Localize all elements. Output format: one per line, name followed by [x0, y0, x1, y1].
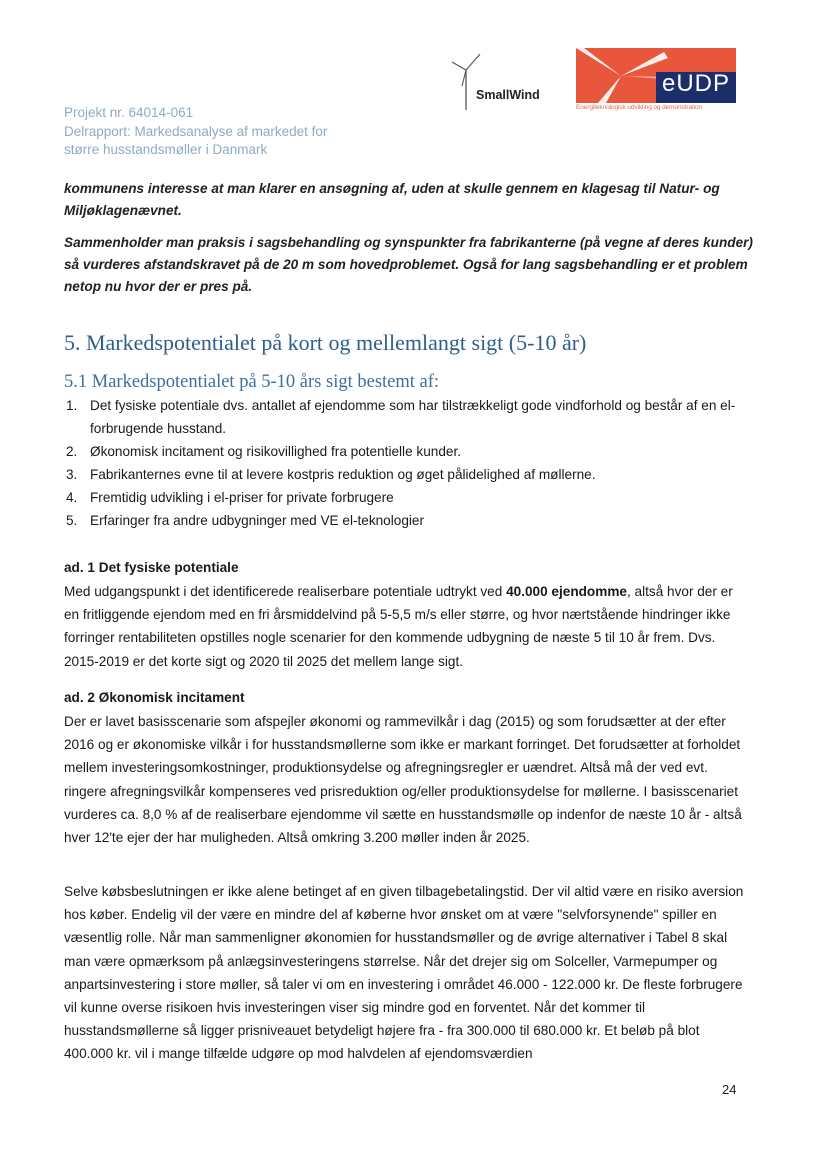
ad1-paragraph: Med udgangspunkt i det identificerede realiserbare potentiale udtrykt ved 40.000 ejendomme, altså hvor der er en fritliggende ejendom med en fri årsmiddelvind på 5-5,5 m/s eller større, og hvor nærtstående hindringer ikke forringer rentabiliteten opstilles nogle scenarier for den kommende udbygning de næste 5 til 10 år frem. Dvs. 2015-2019 er det korte sigt og 2020 til 2025 det mellem lange sigt.: [64, 584, 733, 669]
ad2-paragraph: Der er lavet basisscenarie som afspejler økonomi og rammevilkår i dag (2015) og som forudsætter at der efter 2016 og er økonomiske vilkår i for husstandsmøllerne som ikke er markant forringet. Det forudsætter at forholdet mellem investeringsomkostninger, produktionsydelse og afregningsregler er uændret. Altså må der ved evt. ringere afregningsvilkår kompenseres ved prisreduktion og/eller produktionsydelse for møllerne. I basisscenariet vurderes ca. 8,0 % af de realiserbare ejendomme vil sætte en husstandsmølle op indenfor de næste 10 år - altså hver 12'te ejer der har muligheden. Altså omkring 3.200 møller inden år 2025.: [64, 714, 742, 846]
intro-paragraph-1: kommunens interesse at man klarer en ansøgning af, uden at skulle gennem en klagesag til Natur- og Miljøklagenævnet.: [64, 181, 720, 218]
report-title-line-1: Delrapport: Markedsanalyse af markedet for: [64, 123, 328, 139]
ad1-heading: ad. 1 Det fysiske potentiale: [64, 560, 239, 575]
page-number: 24: [722, 1082, 737, 1097]
list-item: 4. Fremtidig udvikling i el-priser for private forbrugere: [66, 490, 394, 505]
list-item: 3. Fabrikanternes evne til at levere kostpris reduktion og øget pålidelighed af møllerne.: [66, 467, 596, 482]
intro-paragraph-2: Sammenholder man praksis i sagsbehandling og synspunkter fra fabrikanterne (på vegne af deres kunder) så vurderes afstandskravet på de 20 m som hovedproblemet. Også for lang sagsbehandling er et problem netop nu hvor der er pres på.: [64, 235, 753, 294]
subsection-title: 5.1 Markedspotentialet på 5-10 års sigt bestemt af:: [64, 372, 440, 392]
factor-list: [64, 394, 744, 532]
ad2-heading: ad. 2 Økonomisk incitament: [64, 690, 245, 705]
eudp-tagline: Energiteknologisk udvikling og demonstration: [576, 104, 703, 111]
wind-turbine-icon: [446, 52, 486, 112]
smallwind-logo-text: SmallWind: [476, 88, 540, 102]
eudp-logo: [576, 48, 738, 118]
eudp-logo-mark: [576, 48, 736, 103]
project-number: Projekt nr. 64014-061: [64, 105, 194, 120]
section-title: 5. Markedspotentialet på kort og mellemlangt sigt (5-10 år): [64, 330, 587, 355]
eudp-logo-text: eUDP: [662, 70, 731, 97]
smallwind-logo: [446, 52, 556, 112]
closing-paragraph: Selve købsbeslutningen er ikke alene betinget af en given tilbagebetalingstid. Der vil altid være en risiko aversion hos køber. Endelig vil der være en mindre del af køberne hvor ønsket om at være "selvforsynende" spiller en væsentlig rolle. Når man sammenligner økonomien for husstandsmøller og de øvrige alternativer i Tabel 8 skal man være opmærksom på anlægsinvesteringens størrelse. Når det drejer sig om Solceller, Varmepumper og anpartsinvestering i store møller, så taler vi om en investering i området 46.000 - 122.000 kr. De fleste forbrugere vil kunne overse risikoen hvis investeringen viser sig mindre god en forventet. Når det kommer til husstandsmøllerne så ligger prisniveauet betydeligt højere fra - fra 300.000 til 680.000 kr. Et beløb på blot 400.000 kr. vil i mange tilfælde udgøre op mod halvdelen af ejendomsværdien: [64, 884, 744, 1062]
list-item: 5. Erfaringer fra andre udbygninger med VE el-teknologier: [66, 513, 424, 528]
list-item: 1. Det fysiske potentiale dvs. antallet af ejendomme som har tilstrækkeligt gode vindforhold og består af en el- forbrugende husstand.: [66, 398, 736, 436]
project-info: [64, 104, 327, 160]
ad1-highlight: 40.000 ejendomme: [506, 584, 627, 599]
list-item: 2. Økonomisk incitament og risikovillighed fra potentielle kunder.: [66, 444, 461, 459]
report-title-line-2: større husstandsmøller i Danmark: [64, 142, 268, 157]
